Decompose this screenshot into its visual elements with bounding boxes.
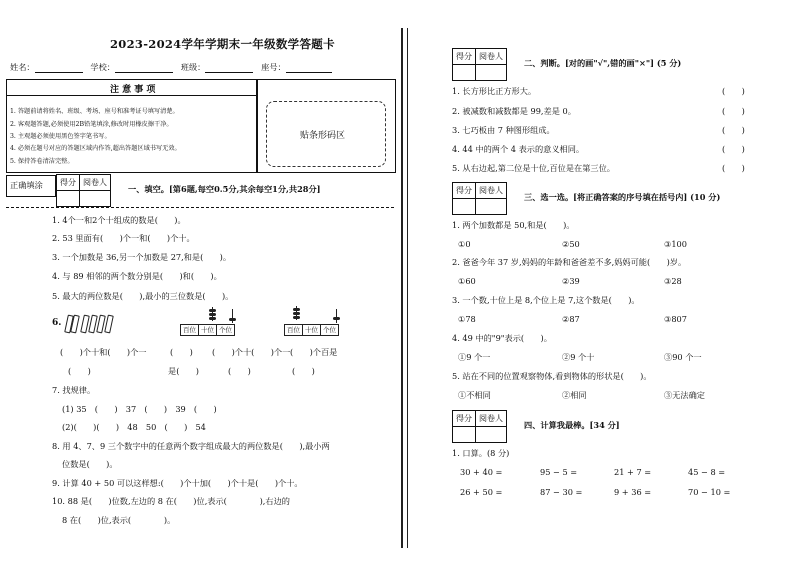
judge-3: 3. 七巧板由 7 种图形组成。 [452,125,555,135]
grader-cell[interactable] [80,191,111,207]
question-7: 7. 找规律。 [52,385,96,395]
judge-4-paren[interactable]: ( ) [722,144,745,154]
q6-answer-1: ( )个十和( )个一 [60,347,147,357]
seat-field[interactable] [286,63,332,73]
choice-4-opt-3[interactable]: ③90 个一 [664,352,702,362]
question-7-1: (1) 35 ( ) 37 ( ) 39 ( ) [62,404,217,414]
choice-2-opt-1[interactable]: ①60 [458,276,476,286]
abacus-1-tens: 十位 [199,325,217,335]
question-4: 4. 与 89 相邻的两个数分别是( )和( )。 [52,271,222,281]
grader-header: 阅卷人 [476,49,507,65]
page-divider-thin [407,28,408,548]
judge-1-paren[interactable]: ( ) [722,86,745,96]
q6-answer-5: ( ) [68,366,91,376]
abacus-1-ones: 个位 [219,326,232,334]
q6-answer-8: ( ) [292,366,315,376]
question-10-cont: 8 在( )位,表示( )。 [62,515,176,525]
class-field[interactable] [205,63,253,73]
choice-3-opt-1[interactable]: ①78 [458,314,476,324]
score-cell[interactable] [453,199,476,215]
correct-fill-label: 正确填涂 [10,180,43,190]
choice-1: 1. 两个加数都是 50,和是( )。 [452,220,575,230]
question-8-cont: 位数是( )。 [62,459,118,469]
abacus-2-ones: 个位 [323,326,336,334]
score-cell[interactable] [453,65,476,81]
grader-header: 阅卷人 [80,175,111,191]
class-label: 班级： [180,62,206,72]
question-2: 2. 53 里面有( )个一和( )个十。 [52,233,195,243]
score-header: 得分 [453,49,476,65]
judge-5-paren[interactable]: ( ) [722,163,745,173]
grader-cell[interactable] [476,199,507,215]
abacus-1-hundreds: 百位 [181,325,199,335]
question-3: 3. 一个加数是 36,另一个加数是 27,和是( )。 [52,252,232,262]
choice-1-opt-2[interactable]: ②50 [562,239,580,249]
abacus-2-tens: 十位 [303,325,321,335]
choice-1-opt-1[interactable]: ①0 [458,239,471,249]
choice-1-opt-3[interactable]: ③100 [664,239,687,249]
abacus-2-labels [284,324,339,336]
abacus-2-hundreds: 百位 [285,325,303,335]
choice-2: 2. 爸爸今年 37 岁,妈妈的年龄和爸爸差不多,妈妈可能( )岁。 [452,257,687,267]
calc-8: 70 − 10 = [688,487,731,497]
choice-3-opt-2[interactable]: ②87 [562,314,580,324]
calc-5: 26 + 50 = [460,487,503,497]
question-7-2: (2)( )( ) 48 50 ( ) 54 [62,422,206,432]
notice-item-3: 3. 主观题必须使用黑色签字笔书写。 [10,133,111,140]
question-5: 5. 最大的两位数是( ),最小的三位数是( )。 [52,291,234,301]
oral-calc-heading: 1. 口算。(8 分) [452,448,510,458]
section-2-heading: 二、判断。[对的画"√",错的画"×"] (5 分) [524,58,682,68]
section-rule [6,207,394,208]
judge-4: 4. 44 中的两个 4 表示的意义相同。 [452,144,585,154]
calc-3: 21 + 7 = [614,467,652,477]
choice-4-opt-2[interactable]: ②9 个十 [562,352,595,362]
notice-item-5: 5. 保持答卷清洁完整。 [10,158,74,165]
section-4-heading: 四、计算我最棒。[34 分] [524,420,620,430]
school-label: 学校： [90,62,115,72]
question-8: 8. 用 4、7、9 三个数字中的任意两个数字组成最大的两位数是( ),最小两 [52,441,330,451]
calc-6: 87 − 30 = [540,487,583,497]
choice-4-opt-1[interactable]: ①9 个一 [458,352,491,362]
score-table-1 [56,174,111,207]
grader-cell[interactable] [476,65,507,81]
choice-4: 4. 49 中的"9"表示( )。 [452,333,552,343]
grader-header: 阅卷人 [476,183,507,199]
choice-3-opt-3[interactable]: ③807 [664,314,687,324]
q6-answer-4: ( )个百是 [290,347,338,357]
info-row [10,62,332,73]
choice-3: 3. 一个数,十位上是 8,个位上是 7,这个数是( )。 [452,295,640,305]
question-1: 1. 4个一和2个十组成的数是( )。 [52,215,186,225]
score-table-3 [452,182,507,215]
judge-5: 5. 从右边起,第二位是十位,百位是在第三位。 [452,163,615,173]
choice-5-opt-2[interactable]: ②相同 [562,390,587,400]
school-field[interactable] [115,63,173,73]
question-10: 10. 88 是( )位数,左边的 8 在( )位,表示( ),右边的 [52,496,290,506]
judge-3-paren[interactable]: ( ) [722,125,745,135]
question-9: 9. 计算 40 + 50 可以这样想:( )个十加( )个十是( )个十。 [52,478,303,488]
grader-header: 阅卷人 [476,411,507,427]
section-1-heading: 一、填空。[第6题,每空0.5分,其余每空1分,共28分] [128,184,321,194]
grader-cell[interactable] [476,427,507,443]
seat-label: 座号： [261,62,286,72]
judge-2: 2. 被减数和减数都是 99,差是 0。 [452,106,576,116]
choice-5-opt-1[interactable]: ①不相同 [458,390,491,400]
exam-title: 2023-2024学年学期末一年级数学答题卡 [110,37,335,51]
q6-answer-7: ( ) [228,366,251,376]
calc-2: 95 − 5 = [540,467,578,477]
notice-item-2: 2. 客观题答题,必须使用2B铅笔填涂,修改时用橡皮擦干净。 [10,121,173,128]
notice-item-4: 4. 必须在题号对应的答题区域内作答,超出答题区域书写无效。 [10,145,181,152]
score-table-2 [452,48,507,81]
abacus-1-labels [180,324,235,336]
calc-7: 9 + 36 = [614,487,652,497]
score-header: 得分 [453,411,476,427]
calc-1: 30 + 40 = [460,467,503,477]
page-divider [401,28,403,548]
q6-answer-6: 是( ) [168,366,199,376]
choice-5-opt-3[interactable]: ③无法确定 [664,390,705,400]
notice-rule [6,95,256,96]
judge-1: 1. 长方形比正方形大。 [452,86,537,96]
section-3-heading: 三、选一选。[将正确答案的序号填在括号内] (10 分) [524,192,721,202]
barcode-label: 贴条形码区 [300,131,346,141]
choice-2-opt-3[interactable]: ③28 [664,276,682,286]
notice-heading: 注 意 事 项 [110,85,156,95]
question-6-label: 6. [52,318,62,328]
score-cell[interactable] [453,427,476,443]
q6-answer-3: ( )个十( )个一 [212,347,291,357]
choice-2-opt-2[interactable]: ②39 [562,276,580,286]
judge-2-paren[interactable]: ( ) [722,106,745,116]
score-header: 得分 [57,175,80,191]
score-table-4 [452,410,507,443]
q6-answer-2: ( ) [170,347,193,357]
score-header: 得分 [453,183,476,199]
score-cell[interactable] [57,191,80,207]
calc-4: 45 − 8 = [688,467,726,477]
notice-item-1: 1. 答题前请将姓名、班级、考场、座号和准考证号填写清楚。 [10,108,179,115]
choice-5: 5. 站在不同的位置观察物体,看到物体的形状是( )。 [452,371,652,381]
name-field[interactable] [35,63,83,73]
name-label: 姓名： [10,62,35,72]
